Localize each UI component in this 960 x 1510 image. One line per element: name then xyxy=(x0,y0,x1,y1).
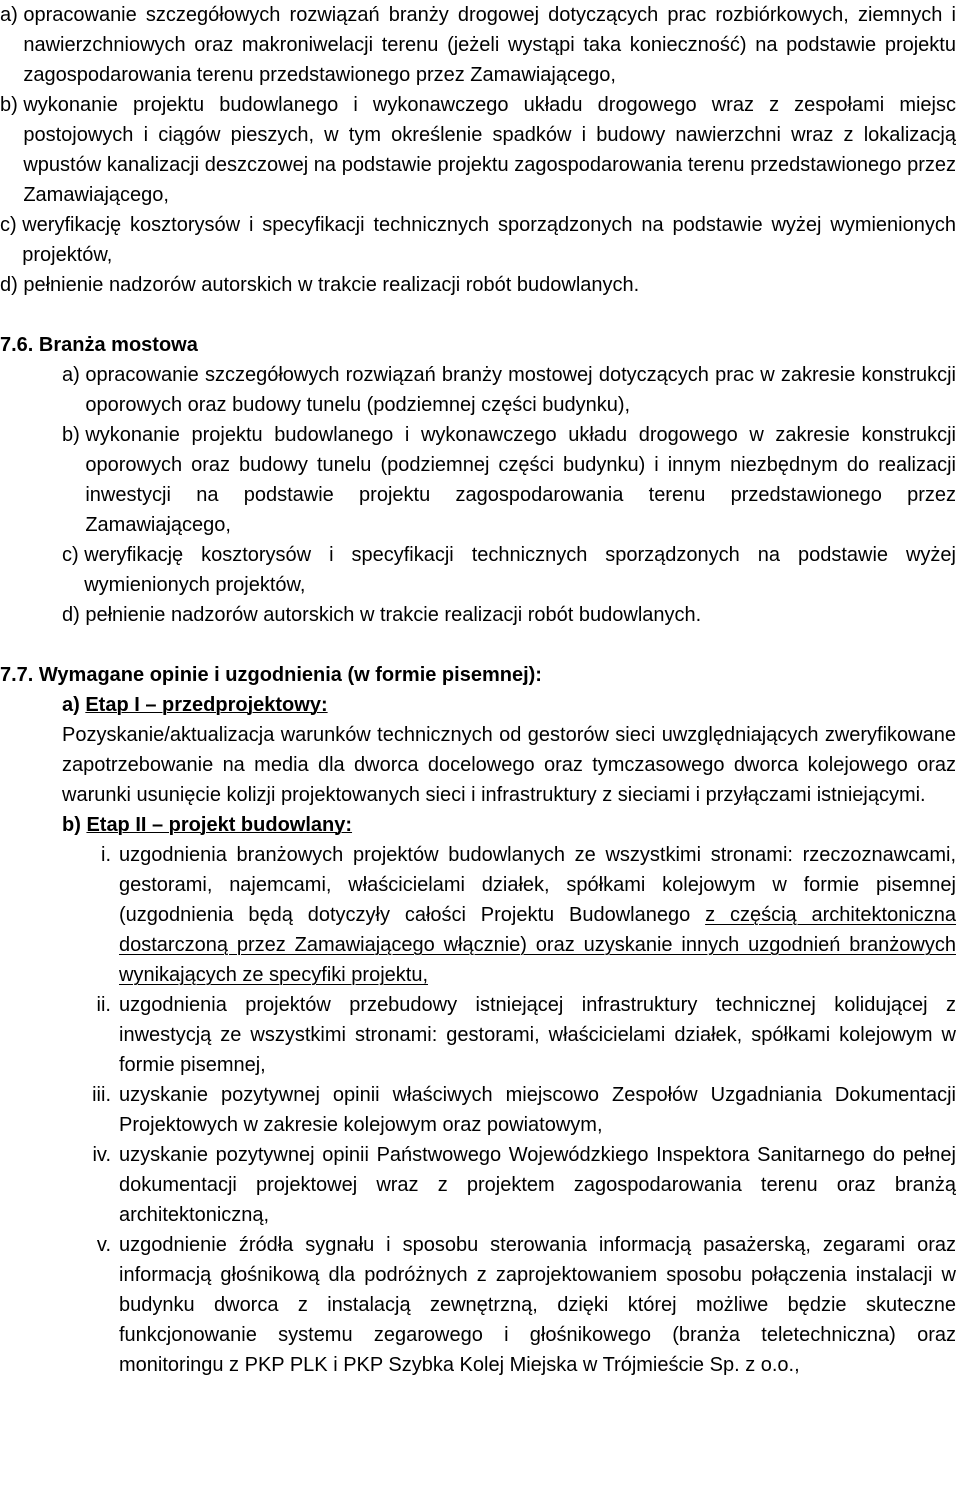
section-heading-7-6: 7.6. Branża mostowa xyxy=(0,334,198,356)
list-text: pełnienie nadzorów autorskich w trakcie realizacji robót budowlanych. xyxy=(23,274,640,296)
list-text: weryfikację kosztorysów i specyfikacji technicznych sporządzonych na podstawie wyżej wymienionych projektów, xyxy=(22,214,956,266)
list-item xyxy=(0,210,956,270)
list-text: uzyskanie pozytywnej opinii właściwych miejscowo Zespołów Uzgadniania Dokumentacji Projektowych w zakresie kolejowym oraz powiatowym, xyxy=(119,1084,956,1136)
list-marker: a) xyxy=(62,364,86,386)
list-marker: d) xyxy=(0,274,24,296)
etap2-label xyxy=(0,810,956,840)
etap1-title: Etap I – przedprojektowy: xyxy=(85,694,328,716)
etap2-list xyxy=(0,840,956,1380)
list-marker: d) xyxy=(62,604,86,626)
list-text-underlined: z częścią architektoniczna dostarczoną przez Zamawiającego włącznie) oraz uzyskanie innych uzgodnień branżowych wynikających ze specyfiki projektu, xyxy=(119,904,957,986)
list-item xyxy=(0,90,956,210)
list-item xyxy=(62,420,956,540)
bridge-list xyxy=(0,360,956,630)
list-marker: a) xyxy=(0,4,24,26)
list-text: uzyskanie pozytywnej opinii Państwowego Wojewódzkiego Inspektora Sanitarnego do pełnej dokumentacji projektowej wraz z projektem zagospodarowania terenu oraz branżą architektoniczną, xyxy=(119,1144,956,1226)
list-text-plain: uzgodnienia branżowych projektów budowlanych ze wszystkimi stronami: rzeczoznawcami, gestorami, najemcami, właścicielami działek, spółkami kolejowym w formie pisemnej (uzgodnienia będą dotyczyły całości Projektu Budowlanego xyxy=(119,844,956,926)
list-marker: i. xyxy=(101,844,111,866)
list-text: uzgodnienie źródła sygnału i sposobu sterowania informacją pasażerską, zegarami oraz informacją głośnikową dla podróżnych z zaprojektowaniem sposobu połączenia instalacji w budynku dworca z instalacją zewnętrzną, dzięki której możliwe będzie skuteczne funkcjonowanie systemu zegarowego i głośnikowego (branża teletechniczna) oraz monitoringu z PKP PLK i PKP Szybka Kolej Miejska w Trójmieście Sp. z o.o., xyxy=(119,1234,956,1376)
list-item xyxy=(0,270,956,300)
list-item xyxy=(0,1140,956,1230)
etap1-label xyxy=(0,690,956,720)
list-marker: ii. xyxy=(96,994,111,1016)
list-item xyxy=(62,360,956,420)
etap2-prefix: b) xyxy=(62,814,87,836)
list-text: wykonanie projektu budowlanego i wykonawczego układu drogowego wraz z zespołami miejsc postojowych i ciągów pieszych, w tym określenie spadków i budowy nawierzchni wraz z lokalizacją wpustów kanalizacji deszczowej na podstawie projektu zagospodarowania terenu przedstawionego przez Zamawiającego, xyxy=(23,94,956,206)
list-item xyxy=(0,840,956,990)
list-marker: c) xyxy=(0,214,23,236)
list-text: opracowanie szczegółowych rozwiązań branży mostowej dotyczących prac w zakresie konstrukcji oporowych oraz budowy tunelu (podziemnej części budynku), xyxy=(85,364,956,416)
list-text xyxy=(119,840,956,990)
etap1-prefix: a) xyxy=(62,694,86,716)
etap1-text: Pozyskanie/aktualizacja warunków technicznych od gestorów sieci uwzględniających zweryfikowane zapotrzebowanie na media dla dworca docelowego oraz tymczasowego dworca kolejowego oraz warunki usunięcie kolizji projektowanych sieci i infrastruktury z sieciami i przyłączami istniejącymi. xyxy=(62,724,956,806)
etap2-title: Etap II – projekt budowlany: xyxy=(86,814,353,836)
list-marker: b) xyxy=(62,424,86,446)
section-heading-7-7: 7.7. Wymagane opinie i uzgodnienia (w formie pisemnej): xyxy=(0,664,542,686)
list-item xyxy=(62,600,956,630)
list-item xyxy=(0,0,956,90)
list-text: uzgodnienia projektów przebudowy istniejącej infrastruktury technicznej kolidującej z inwestycją ze wszystkimi stronami: gestorami, właścicielami działek, spółkami kolejowym w formie pisemnej, xyxy=(119,994,956,1076)
list-marker: iii. xyxy=(92,1084,111,1106)
list-marker: b) xyxy=(0,94,24,116)
list-marker: iv. xyxy=(92,1144,111,1166)
list-item xyxy=(62,540,956,600)
spacer xyxy=(0,630,956,660)
list-text: weryfikację kosztorysów i specyfikacji technicznych sporządzonych na podstawie wyżej wymienionych projektów, xyxy=(84,544,956,596)
roads-list xyxy=(0,0,956,300)
list-text: opracowanie szczegółowych rozwiązań branży drogowej dotyczących prac rozbiórkowych, ziemnych i nawierzchniowych oraz makroniwelacji terenu (jeżeli wystąpi taka konieczność) na podstawie projektu zagospodarowania terenu przedstawionego przez Zamawiającego, xyxy=(23,4,956,86)
list-marker: v. xyxy=(96,1234,111,1256)
list-text: pełnienie nadzorów autorskich w trakcie realizacji robót budowlanych. xyxy=(85,604,702,626)
list-item xyxy=(0,990,956,1080)
list-marker: c) xyxy=(62,544,85,566)
list-item xyxy=(0,1230,956,1380)
list-text: wykonanie projektu budowlanego i wykonawczego układu drogowego w zakresie konstrukcji oporowych oraz budowy tunelu (podziemnej części budynku) i innym niezbędnym do realizacji inwestycji na podstawie projektu zagospodarowania terenu przedstawionego przez Zamawiającego, xyxy=(85,424,956,536)
list-item xyxy=(0,1080,956,1140)
spacer xyxy=(0,300,956,330)
